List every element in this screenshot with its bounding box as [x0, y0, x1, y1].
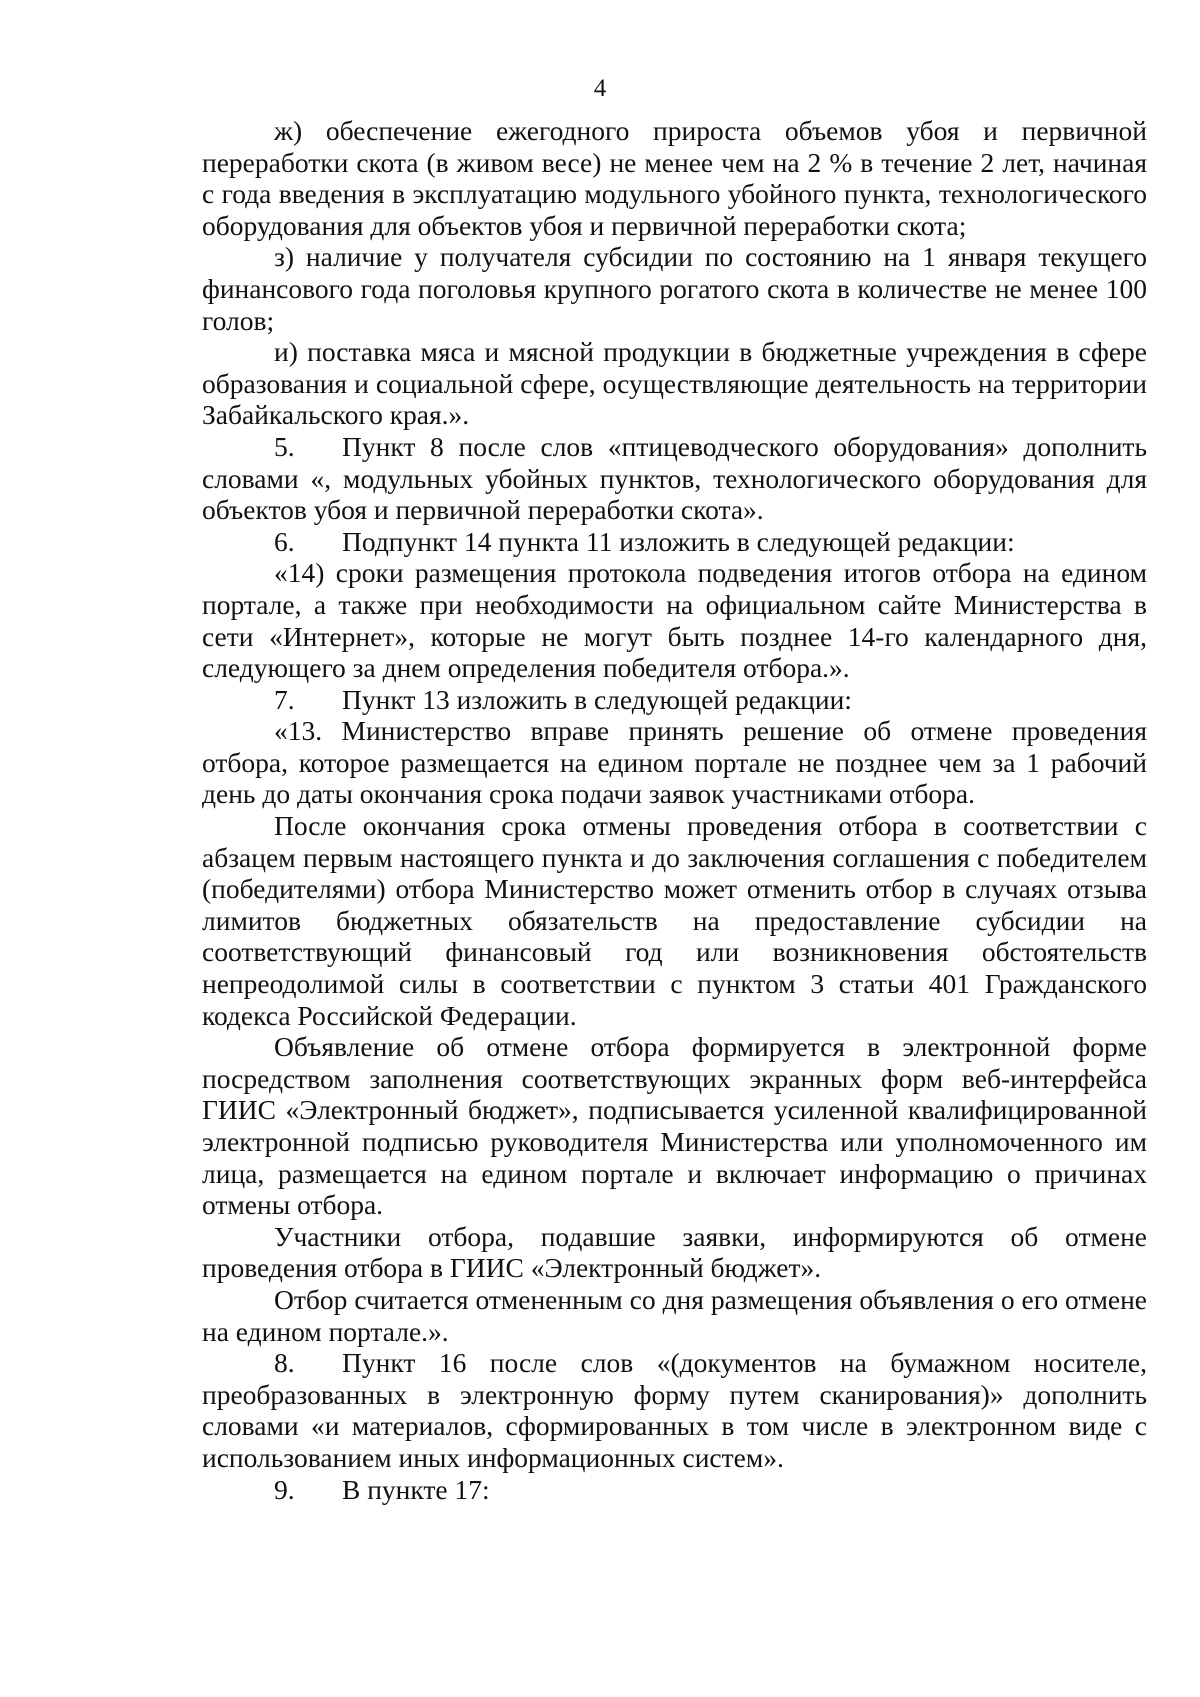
paragraph-participants: Участники отбора, подавшие заявки, информируются об отмене проведения отбора в ГИИС «Электронный бюджет».: [202, 1220, 1147, 1284]
paragraph-cancelled: Отбор считается отмененным со дня размещения объявления о его отмене на едином портале.».: [202, 1283, 1147, 1347]
item-9: [202, 1474, 1147, 1506]
item-6: [202, 526, 1147, 558]
item-text: Пункт 13 изложить в следующей редакции:: [342, 683, 852, 715]
item-text: Подпункт 14 пункта 11 изложить в следующей редакции:: [342, 525, 1015, 557]
item-8: [202, 1347, 1147, 1473]
item-7: [202, 684, 1147, 716]
paragraph-z: з) наличие у получателя субсидии по состоянию на 1 января текущего финансового года поголовья крупного рогатого скота в количестве не менее 100 голов;: [202, 241, 1147, 336]
item-number: 5.: [274, 430, 295, 462]
item-text: В пункте 17:: [342, 1473, 490, 1505]
document-body: [202, 115, 1147, 1505]
paragraph-zh: ж) обеспечение ежегодного прироста объемов убоя и первичной переработки скота (в живом весе) не менее чем на 2 % в течение 2 лет, начиная с года введения в эксплуатацию модульного убойного пункта, технологического оборудования для объектов убоя и первичной переработки скота;: [202, 115, 1147, 241]
page-number: 4: [593, 75, 607, 102]
item-text: Пункт 8 после слов «птицеводческого оборудования» дополнить словами «, модульных убойных пунктов, технологического оборудования для объектов убоя и первичной переработки скота».: [202, 430, 1147, 526]
paragraph-13: «13. Министерство вправе принять решение об отмене проведения отбора, которое размещается на едином портале не позднее чем за 1 рабочий день до даты окончания срока подачи заявок участниками отбора.: [202, 715, 1147, 810]
paragraph-sub-14: «14) сроки размещения протокола подведения итогов отбора на едином портале, а также при необходимости на официальном сайте Министерства в сети «Интернет», которые не могут быть позднее 14-го календарного дня, следующего за днем определения победителя отбора.».: [202, 557, 1147, 684]
item-number: 9.: [274, 1473, 295, 1505]
item-number: 7.: [274, 683, 295, 715]
item-number: 8.: [274, 1347, 295, 1379]
item-number: 6.: [274, 525, 295, 557]
paragraph-i: и) поставка мяса и мясной продукции в бюджетные учреждения в сфере образования и социальной сфере, осуществляющие деятельность на территории Забайкальского края.».: [202, 336, 1147, 431]
paragraph-announcement: Объявление об отмене отбора формируется в электронной форме посредством заполнения соответствующих экранных форм веб-интерфейса ГИИС «Электронный бюджет», подписывается усиленной квалифицированной электронной подписью руководителя Министерства или уполномоченного им лица, размещается на едином портале и включает информацию о причинах отмены отбора.: [202, 1031, 1147, 1221]
item-5: [202, 431, 1147, 526]
item-text: Пункт 16 после слов «(документов на бумажном носителе, преобразованных в электронную форму путем сканирования)» дополнить словами «и материалов, сформированных в том числе в электронном виде с использованием иных информационных систем».: [202, 1347, 1147, 1473]
paragraph-cancel-after: После окончания срока отмены проведения отбора в соответствии с абзацем первым настоящего пункта и до заключения соглашения с победителем (победителями) отбора Министерство может отменить отбор в случаях отзыва лимитов бюджетных обязательств на предоставление субсидии на соответствующий финансовый год или возникновения обстоятельств непреодолимой силы в соответствии с пунктом 3 статьи 401 Гражданского кодекса Российской Федерации.: [202, 810, 1147, 1031]
